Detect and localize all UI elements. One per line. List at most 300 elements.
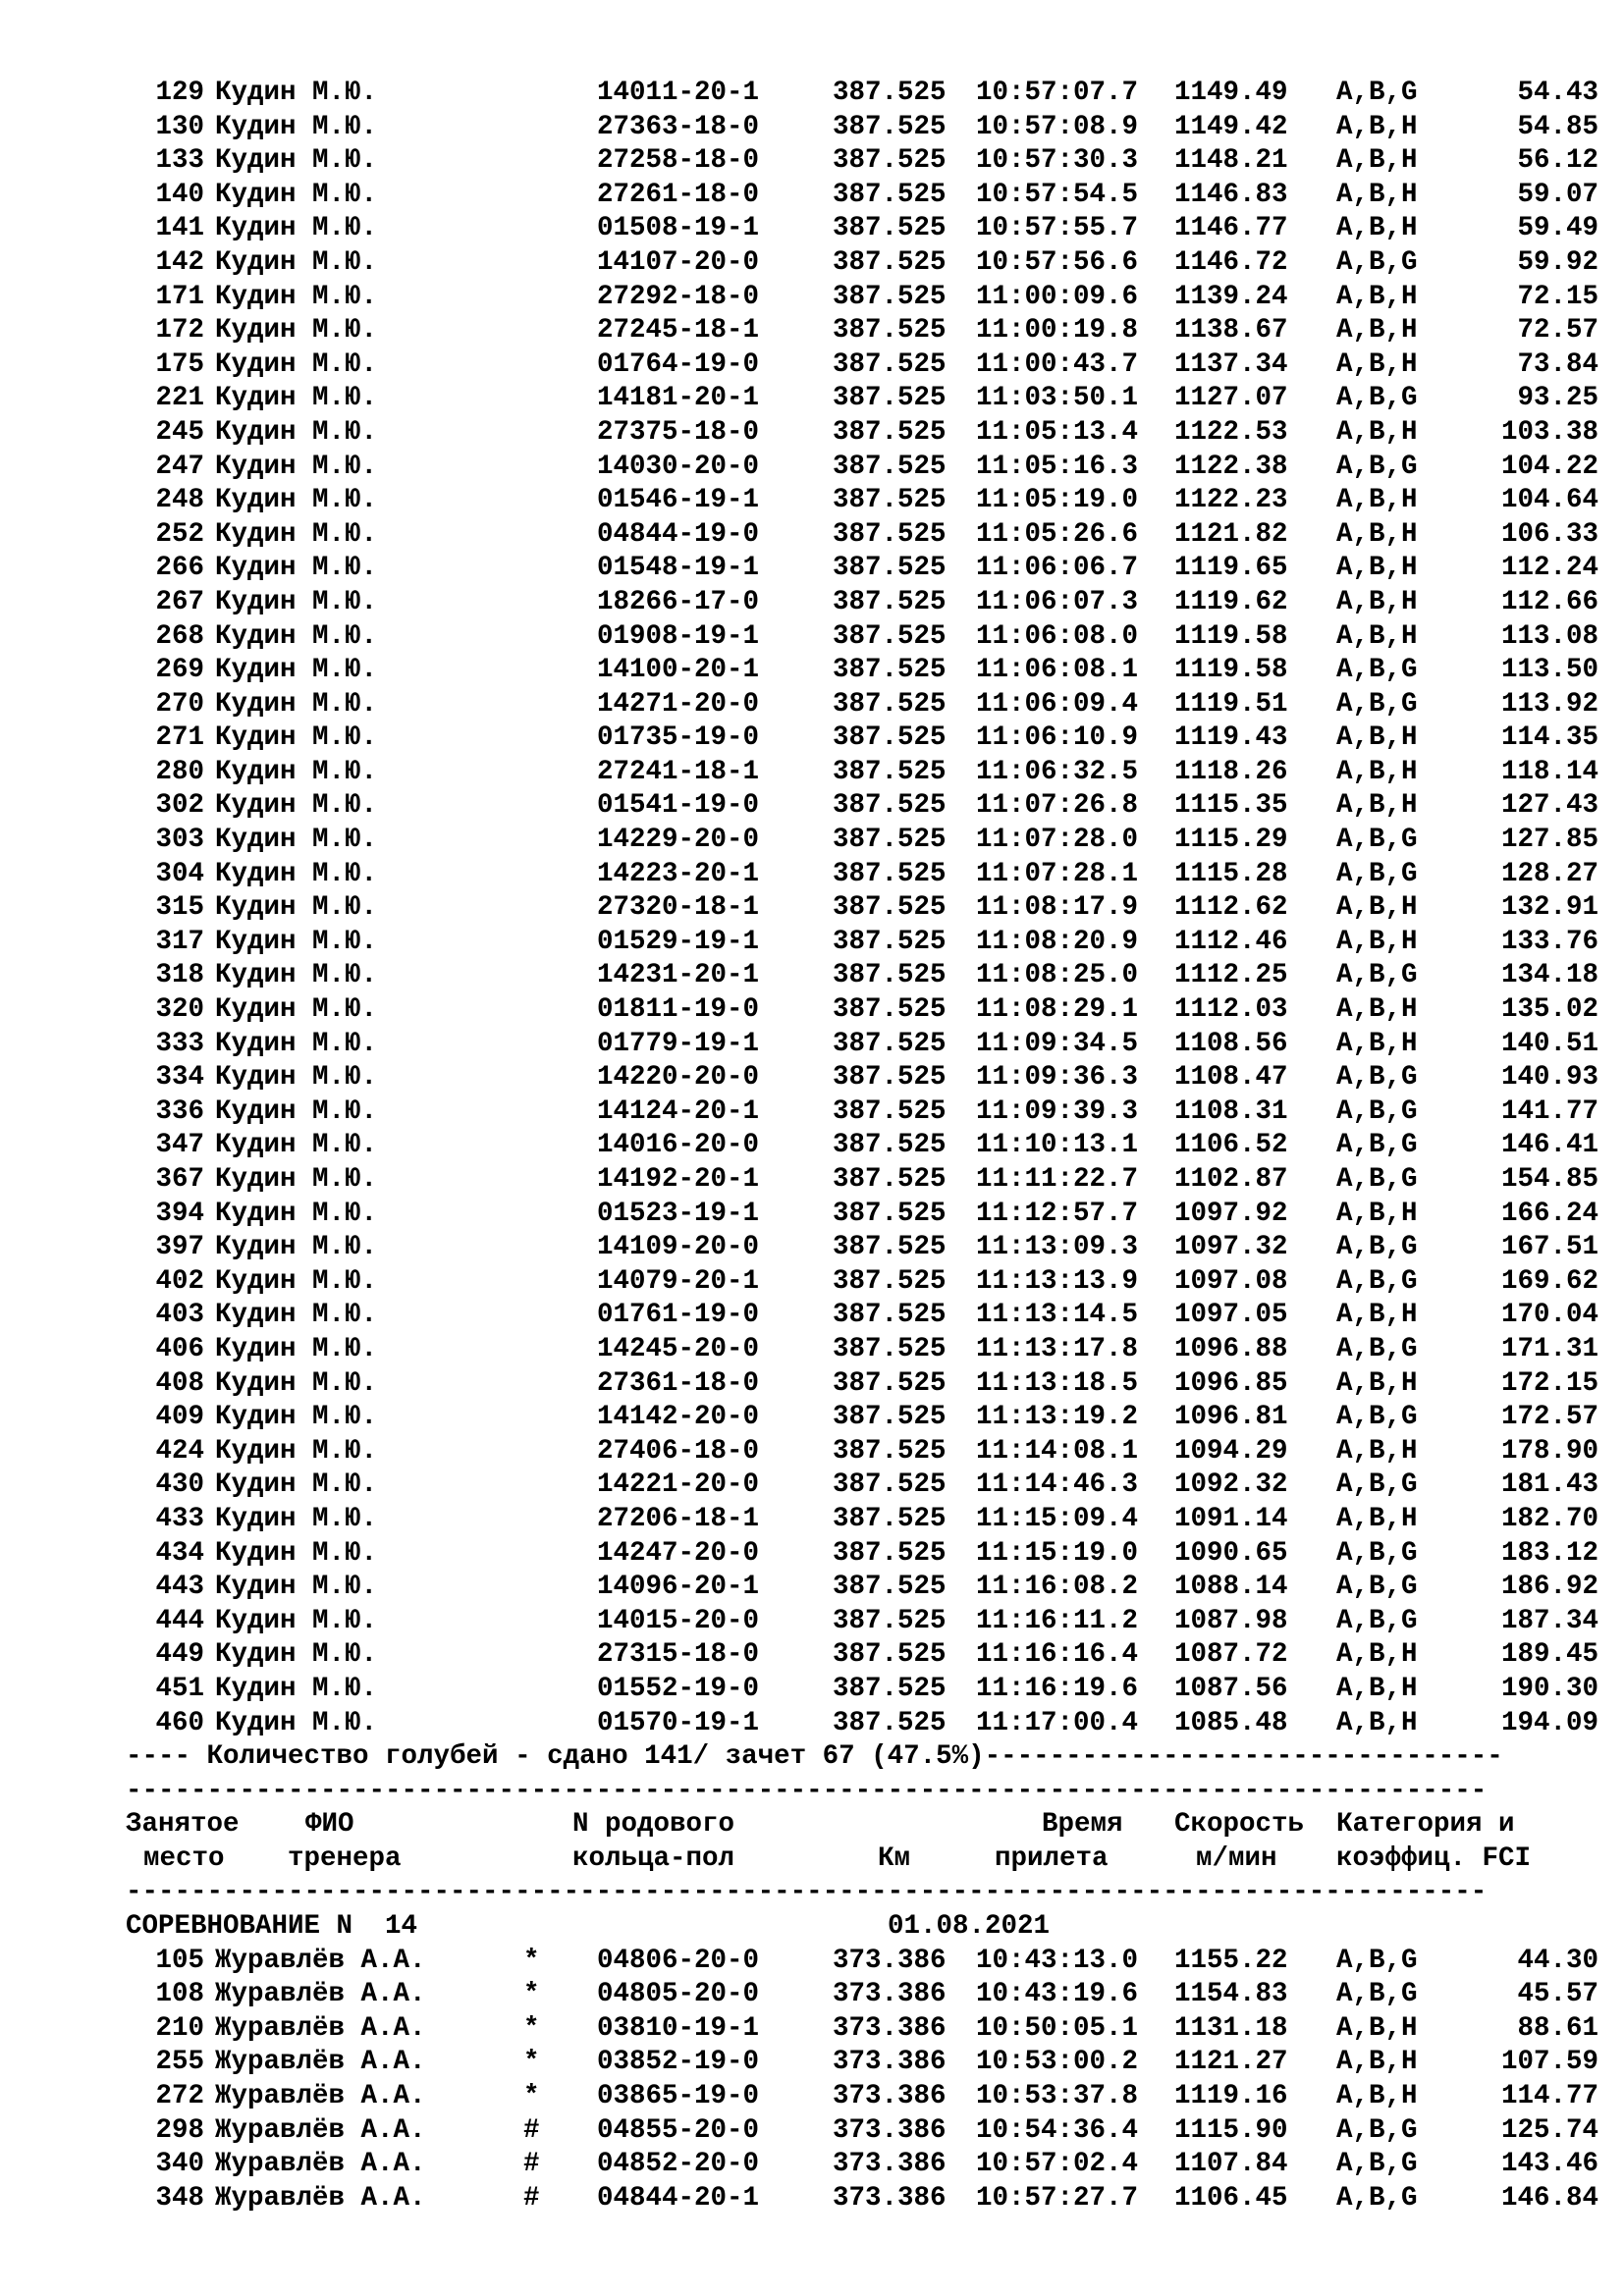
competition-header [126, 1910, 1598, 1945]
table-row [126, 993, 1598, 1028]
distance-cell: 387.525 [833, 145, 947, 177]
mark-cell: * [523, 1945, 540, 1976]
table-row [126, 1265, 1598, 1300]
speed-cell: 1096.85 [1174, 1367, 1288, 1399]
table-row [126, 451, 1598, 485]
category-cell: A,B,H [1336, 145, 1418, 177]
distance-cell: 387.525 [833, 451, 947, 482]
trainer-name-cell: Журавлёв А.А. [215, 2081, 426, 2112]
speed-cell: 1118.26 [1174, 756, 1288, 787]
category-cell: A,B,H [1336, 315, 1418, 347]
trainer-name-cell: Кудин М.Ю. [215, 960, 378, 991]
category-cell: A,B,G [1336, 1979, 1418, 2010]
fci-coef-cell: 172.15 [1500, 1367, 1598, 1399]
speed-cell: 1106.52 [1174, 1130, 1288, 1161]
header-fio: ФИО [305, 1809, 354, 1841]
category-cell: A,B,H [1336, 518, 1418, 550]
header-coef: коэффиц. FCI [1336, 1842, 1532, 1874]
arrival-time-cell: 11:05:19.0 [976, 485, 1139, 516]
distance-cell: 387.525 [833, 111, 947, 142]
speed-cell: 1155.22 [1174, 1945, 1288, 1976]
place-cell: 336 [155, 1095, 204, 1127]
ring-number-cell: 27241-18-1 [597, 756, 760, 787]
fci-coef-cell: 190.30 [1500, 1673, 1598, 1704]
speed-cell: 1127.07 [1174, 383, 1288, 414]
table-row [126, 2114, 1598, 2149]
place-cell: 433 [155, 1503, 204, 1534]
category-cell: A,B,G [1336, 1232, 1418, 1263]
category-cell: A,B,G [1336, 1537, 1418, 1569]
trainer-name-cell: Кудин М.Ю. [215, 1265, 378, 1297]
fci-coef-cell: 146.41 [1500, 1130, 1598, 1161]
arrival-time-cell: 11:06:09.4 [976, 688, 1139, 720]
separator-line: ------------------------------------------------------------------------------------ [126, 1877, 1488, 1908]
ring-number-cell: 18266-17-0 [597, 586, 760, 617]
distance-cell: 387.525 [833, 383, 947, 414]
category-cell: A,B,H [1336, 485, 1418, 516]
table-row [126, 1571, 1598, 1605]
ring-number-cell: 01570-19-1 [597, 1707, 760, 1738]
section-1-results [126, 77, 1598, 1740]
category-cell: A,B,H [1336, 1673, 1418, 1704]
distance-cell: 373.386 [833, 2149, 947, 2180]
fci-coef-cell: 112.66 [1500, 586, 1598, 617]
place-cell: 320 [155, 994, 204, 1026]
ring-number-cell: 14016-20-0 [597, 1130, 760, 1161]
arrival-time-cell: 11:03:50.1 [976, 383, 1139, 414]
table-row [126, 789, 1598, 824]
place-cell: 443 [155, 1572, 204, 1603]
trainer-name-cell: Кудин М.Ю. [215, 1028, 378, 1059]
place-cell: 444 [155, 1605, 204, 1636]
arrival-time-cell: 11:08:20.9 [976, 926, 1139, 957]
arrival-time-cell: 11:16:08.2 [976, 1572, 1139, 1603]
distance-cell: 387.525 [833, 756, 947, 787]
ring-number-cell: 14220-20-0 [597, 1062, 760, 1094]
category-cell: A,B,G [1336, 1095, 1418, 1127]
distance-cell: 387.525 [833, 485, 947, 516]
distance-cell: 387.525 [833, 1232, 947, 1263]
table-row [126, 518, 1598, 553]
place-cell: 105 [155, 1945, 204, 1976]
arrival-time-cell: 11:06:07.3 [976, 586, 1139, 617]
trainer-name-cell: Кудин М.Ю. [215, 1164, 378, 1195]
ring-number-cell: 01761-19-0 [597, 1300, 760, 1331]
table-row [126, 1163, 1598, 1198]
fci-coef-cell: 114.77 [1500, 2081, 1598, 2112]
trainer-name-cell: Кудин М.Ю. [215, 1232, 378, 1263]
summary-text: ---- Количество голубей - сдано 141/ зачет 67 (47.5%)-------------------------------- [126, 1741, 1503, 1773]
fci-coef-cell: 112.24 [1500, 553, 1598, 584]
trainer-name-cell: Кудин М.Ю. [215, 1707, 378, 1738]
place-cell: 315 [155, 892, 204, 924]
speed-cell: 1137.34 [1174, 348, 1288, 380]
distance-cell: 373.386 [833, 2012, 947, 2044]
speed-cell: 1119.62 [1174, 586, 1288, 617]
ring-number-cell: 27315-18-0 [597, 1639, 760, 1671]
arrival-time-cell: 10:54:36.4 [976, 2114, 1139, 2146]
speed-cell: 1097.08 [1174, 1265, 1288, 1297]
ring-number-cell: 04844-20-1 [597, 2182, 760, 2214]
distance-cell: 387.525 [833, 1402, 947, 1433]
ring-number-cell: 01779-19-1 [597, 1028, 760, 1059]
fci-coef-cell: 114.35 [1500, 722, 1598, 754]
category-cell: A,B,H [1336, 1435, 1418, 1467]
distance-cell: 387.525 [833, 1028, 947, 1059]
table-row [126, 2148, 1598, 2182]
distance-cell: 387.525 [833, 926, 947, 957]
ring-number-cell: 27320-18-1 [597, 892, 760, 924]
arrival-time-cell: 11:06:08.0 [976, 620, 1139, 652]
trainer-name-cell: Кудин М.Ю. [215, 1605, 378, 1636]
arrival-time-cell: 10:43:13.0 [976, 1945, 1139, 1976]
mark-cell: * [523, 2047, 540, 2078]
trainer-name-cell: Кудин М.Ю. [215, 790, 378, 822]
fci-coef-cell: 45.57 [1517, 1979, 1598, 2010]
ring-number-cell: 14079-20-1 [597, 1265, 760, 1297]
place-cell: 340 [155, 2149, 204, 2180]
speed-cell: 1154.83 [1174, 1979, 1288, 2010]
ring-number-cell: 14229-20-0 [597, 825, 760, 856]
distance-cell: 387.525 [833, 1469, 947, 1501]
table-row [126, 382, 1598, 416]
table-row [126, 1231, 1598, 1265]
speed-cell: 1148.21 [1174, 145, 1288, 177]
ring-number-cell: 14011-20-1 [597, 78, 760, 108]
arrival-time-cell: 11:08:25.0 [976, 960, 1139, 991]
place-cell: 171 [155, 281, 204, 312]
place-cell: 271 [155, 722, 204, 754]
table-row [126, 1503, 1598, 1537]
trainer-name-cell: Кудин М.Ю. [215, 1367, 378, 1399]
place-cell: 252 [155, 518, 204, 550]
distance-cell: 373.386 [833, 2081, 947, 2112]
speed-cell: 1121.27 [1174, 2047, 1288, 2078]
trainer-name-cell: Кудин М.Ю. [215, 586, 378, 617]
header-category: Категория и [1336, 1809, 1515, 1841]
fci-coef-cell: 44.30 [1517, 1945, 1598, 1976]
distance-cell: 387.525 [833, 315, 947, 347]
fci-coef-cell: 103.38 [1500, 416, 1598, 448]
arrival-time-cell: 11:09:34.5 [976, 1028, 1139, 1059]
table-row [126, 1095, 1598, 1130]
ring-number-cell: 01529-19-1 [597, 926, 760, 957]
speed-cell: 1122.23 [1174, 485, 1288, 516]
ring-number-cell: 01548-19-1 [597, 553, 760, 584]
mark-cell: * [523, 1979, 540, 2010]
arrival-time-cell: 11:12:57.7 [976, 1198, 1139, 1229]
fci-coef-cell: 72.15 [1517, 281, 1598, 312]
trainer-name-cell: Кудин М.Ю. [215, 756, 378, 787]
arrival-time-cell: 11:11:22.7 [976, 1164, 1139, 1195]
distance-cell: 387.525 [833, 1673, 947, 1704]
place-cell: 133 [155, 145, 204, 177]
arrival-time-cell: 10:57:30.3 [976, 145, 1139, 177]
place-cell: 142 [155, 246, 204, 278]
place-cell: 270 [155, 688, 204, 720]
trainer-name-cell: Журавлёв А.А. [215, 2182, 426, 2214]
category-cell: A,B,G [1336, 1062, 1418, 1094]
table-row [126, 179, 1598, 213]
fci-coef-cell: 106.33 [1500, 518, 1598, 550]
arrival-time-cell: 10:57:54.5 [976, 179, 1139, 210]
table-row [126, 2080, 1598, 2114]
table-row [126, 111, 1598, 145]
speed-cell: 1112.25 [1174, 960, 1288, 991]
arrival-time-cell: 11:00:43.7 [976, 348, 1139, 380]
ring-number-cell: 01764-19-0 [597, 348, 760, 380]
category-cell: A,B,H [1336, 416, 1418, 448]
place-cell: 406 [155, 1333, 204, 1364]
trainer-name-cell: Кудин М.Ю. [215, 1537, 378, 1569]
fci-coef-cell: 189.45 [1500, 1639, 1598, 1671]
ring-number-cell: 27363-18-0 [597, 111, 760, 142]
speed-cell: 1119.51 [1174, 688, 1288, 720]
fci-coef-cell: 73.84 [1517, 348, 1598, 380]
place-cell: 367 [155, 1164, 204, 1195]
speed-cell: 1106.45 [1174, 2182, 1288, 2214]
speed-cell: 1131.18 [1174, 2012, 1288, 2044]
trainer-name-cell: Кудин М.Ю. [215, 246, 378, 278]
trainer-name-cell: Кудин М.Ю. [215, 451, 378, 482]
trainer-name-cell: Журавлёв А.А. [215, 2114, 426, 2146]
header-mesto: место [143, 1842, 225, 1874]
table-row [126, 1401, 1598, 1435]
speed-cell: 1087.98 [1174, 1605, 1288, 1636]
arrival-time-cell: 10:50:05.1 [976, 2012, 1139, 2044]
competition-date: 01.08.2021 [888, 1911, 1051, 1943]
place-cell: 317 [155, 926, 204, 957]
trainer-name-cell: Кудин М.Ю. [215, 213, 378, 244]
speed-cell: 1115.35 [1174, 790, 1288, 822]
place-cell: 221 [155, 383, 204, 414]
fci-coef-cell: 104.64 [1500, 485, 1598, 516]
table-row [126, 2046, 1598, 2080]
speed-cell: 1087.72 [1174, 1639, 1288, 1671]
table-row [126, 1468, 1598, 1503]
place-cell: 302 [155, 790, 204, 822]
table-row [126, 1537, 1598, 1572]
distance-cell: 387.525 [833, 586, 947, 617]
table-row [126, 654, 1598, 688]
category-cell: A,B,G [1336, 858, 1418, 889]
distance-cell: 373.386 [833, 2047, 947, 2078]
category-cell: A,B,H [1336, 179, 1418, 210]
ring-number-cell: 04805-20-0 [597, 1979, 760, 2010]
ring-number-cell: 27292-18-0 [597, 281, 760, 312]
speed-cell: 1119.58 [1174, 655, 1288, 686]
fci-coef-cell: 135.02 [1500, 994, 1598, 1026]
arrival-time-cell: 10:43:19.6 [976, 1979, 1139, 2010]
distance-cell: 373.386 [833, 2182, 947, 2214]
place-cell: 394 [155, 1198, 204, 1229]
trainer-name-cell: Кудин М.Ю. [215, 348, 378, 380]
place-cell: 333 [155, 1028, 204, 1059]
speed-cell: 1121.82 [1174, 518, 1288, 550]
speed-cell: 1138.67 [1174, 315, 1288, 347]
ring-number-cell: 14181-20-1 [597, 383, 760, 414]
place-cell: 347 [155, 1130, 204, 1161]
distance-cell: 387.525 [833, 1300, 947, 1331]
category-cell: A,B,G [1336, 451, 1418, 482]
category-cell: A,B,H [1336, 926, 1418, 957]
distance-cell: 387.525 [833, 416, 947, 448]
arrival-time-cell: 11:08:29.1 [976, 994, 1139, 1026]
speed-cell: 1122.38 [1174, 451, 1288, 482]
ring-number-cell: 03852-19-0 [597, 2047, 760, 2078]
category-cell: A,B,G [1336, 1572, 1418, 1603]
category-cell: A,B,G [1336, 1402, 1418, 1433]
trainer-name-cell: Кудин М.Ю. [215, 1402, 378, 1433]
separator-top [126, 1775, 1598, 1809]
trainer-name-cell: Кудин М.Ю. [215, 1572, 378, 1603]
place-cell: 248 [155, 485, 204, 516]
category-cell: A,B,H [1336, 892, 1418, 924]
category-cell: A,B,G [1336, 1265, 1418, 1297]
place-cell: 298 [155, 2114, 204, 2146]
distance-cell: 387.525 [833, 281, 947, 312]
category-cell: A,B,H [1336, 213, 1418, 244]
trainer-name-cell: Кудин М.Ю. [215, 1198, 378, 1229]
fci-coef-cell: 182.70 [1500, 1503, 1598, 1534]
trainer-name-cell: Кудин М.Ю. [215, 111, 378, 142]
distance-cell: 387.525 [833, 1537, 947, 1569]
arrival-time-cell: 11:13:19.2 [976, 1402, 1139, 1433]
ring-number-cell: 04855-20-0 [597, 2114, 760, 2146]
category-cell: A,B,H [1336, 1028, 1418, 1059]
header-speed: Скорость [1174, 1809, 1305, 1841]
trainer-name-cell: Кудин М.Ю. [215, 179, 378, 210]
category-cell: A,B,H [1336, 790, 1418, 822]
distance-cell: 387.525 [833, 1572, 947, 1603]
category-cell: A,B,G [1336, 2114, 1418, 2146]
category-cell: A,B,H [1336, 281, 1418, 312]
ring-number-cell: 14107-20-0 [597, 246, 760, 278]
mark-cell: # [523, 2182, 540, 2214]
category-cell: A,B,G [1336, 960, 1418, 991]
ring-number-cell: 01908-19-1 [597, 620, 760, 652]
table-row [126, 314, 1598, 348]
category-cell: A,B,H [1336, 586, 1418, 617]
table-row [126, 1333, 1598, 1367]
summary-line [126, 1740, 1598, 1775]
distance-cell: 387.525 [833, 655, 947, 686]
fci-coef-cell: 59.92 [1517, 246, 1598, 278]
speed-cell: 1119.58 [1174, 620, 1288, 652]
distance-cell: 387.525 [833, 1265, 947, 1297]
fci-coef-cell: 166.24 [1500, 1198, 1598, 1229]
distance-cell: 387.525 [833, 1198, 947, 1229]
trainer-name-cell: Кудин М.Ю. [215, 1673, 378, 1704]
table-row [126, 1978, 1598, 2012]
distance-cell: 387.525 [833, 825, 947, 856]
speed-cell: 1097.32 [1174, 1232, 1288, 1263]
place-cell: 267 [155, 586, 204, 617]
speed-cell: 1090.65 [1174, 1537, 1288, 1569]
arrival-time-cell: 10:53:00.2 [976, 2047, 1139, 2078]
distance-cell: 387.525 [833, 1435, 947, 1467]
category-cell: A,B,G [1336, 1605, 1418, 1636]
trainer-name-cell: Кудин М.Ю. [215, 994, 378, 1026]
distance-cell: 373.386 [833, 1945, 947, 1976]
trainer-name-cell: Кудин М.Ю. [215, 688, 378, 720]
speed-cell: 1149.49 [1174, 78, 1288, 108]
arrival-time-cell: 11:08:17.9 [976, 892, 1139, 924]
arrival-time-cell: 11:13:09.3 [976, 1232, 1139, 1263]
place-cell: 304 [155, 858, 204, 889]
header-prileta: прилета [995, 1842, 1109, 1874]
category-cell: A,B,H [1336, 553, 1418, 584]
category-cell: A,B,H [1336, 2047, 1418, 2078]
arrival-time-cell: 11:13:17.8 [976, 1333, 1139, 1364]
competition-title: СОРЕВНОВАНИЕ N 14 [126, 1911, 418, 1943]
category-cell: A,B,H [1336, 1300, 1418, 1331]
place-cell: 334 [155, 1062, 204, 1094]
speed-cell: 1096.88 [1174, 1333, 1288, 1364]
category-cell: A,B,G [1336, 1130, 1418, 1161]
mark-cell: # [523, 2149, 540, 2180]
speed-cell: 1108.56 [1174, 1028, 1288, 1059]
fci-coef-cell: 72.57 [1517, 315, 1598, 347]
speed-cell: 1097.05 [1174, 1300, 1288, 1331]
mark-cell: # [523, 2114, 540, 2146]
place-cell: 210 [155, 2012, 204, 2044]
trainer-name-cell: Кудин М.Ю. [215, 485, 378, 516]
distance-cell: 387.525 [833, 960, 947, 991]
arrival-time-cell: 11:14:08.1 [976, 1435, 1139, 1467]
category-cell: A,B,G [1336, 1333, 1418, 1364]
trainer-name-cell: Кудин М.Ю. [215, 620, 378, 652]
arrival-time-cell: 11:14:46.3 [976, 1469, 1139, 1501]
table-row [126, 858, 1598, 892]
separator-bottom [126, 1876, 1598, 1910]
fci-coef-cell: 125.74 [1500, 2114, 1598, 2146]
arrival-time-cell: 10:57:02.4 [976, 2149, 1139, 2180]
category-cell: A,B,H [1336, 1639, 1418, 1671]
arrival-time-cell: 11:09:39.3 [976, 1095, 1139, 1127]
table-row [126, 926, 1598, 960]
distance-cell: 387.525 [833, 553, 947, 584]
distance-cell: 387.525 [833, 1130, 947, 1161]
trainer-name-cell: Кудин М.Ю. [215, 78, 378, 108]
distance-cell: 387.525 [833, 1367, 947, 1399]
table-row [126, 246, 1598, 281]
speed-cell: 1112.62 [1174, 892, 1288, 924]
mark-cell: * [523, 2012, 540, 2044]
category-cell: A,B,G [1336, 1469, 1418, 1501]
fci-coef-cell: 107.59 [1500, 2047, 1598, 2078]
fci-coef-cell: 104.22 [1500, 451, 1598, 482]
ring-number-cell: 27375-18-0 [597, 416, 760, 448]
place-cell: 129 [155, 78, 204, 108]
fci-coef-cell: 171.31 [1500, 1333, 1598, 1364]
distance-cell: 387.525 [833, 518, 947, 550]
ring-number-cell: 14100-20-1 [597, 655, 760, 686]
table-row [126, 348, 1598, 383]
trainer-name-cell: Кудин М.Ю. [215, 1435, 378, 1467]
trainer-name-cell: Кудин М.Ю. [215, 1062, 378, 1094]
place-cell: 424 [155, 1435, 204, 1467]
distance-cell: 387.525 [833, 246, 947, 278]
ring-number-cell: 01523-19-1 [597, 1198, 760, 1229]
table-row [126, 144, 1598, 179]
ring-number-cell: 14245-20-0 [597, 1333, 760, 1364]
trainer-name-cell: Кудин М.Ю. [215, 892, 378, 924]
fci-coef-cell: 134.18 [1500, 960, 1598, 991]
trainer-name-cell: Кудин М.Ю. [215, 858, 378, 889]
column-header-line-1 [126, 1808, 1598, 1842]
trainer-name-cell: Журавлёв А.А. [215, 2012, 426, 2044]
